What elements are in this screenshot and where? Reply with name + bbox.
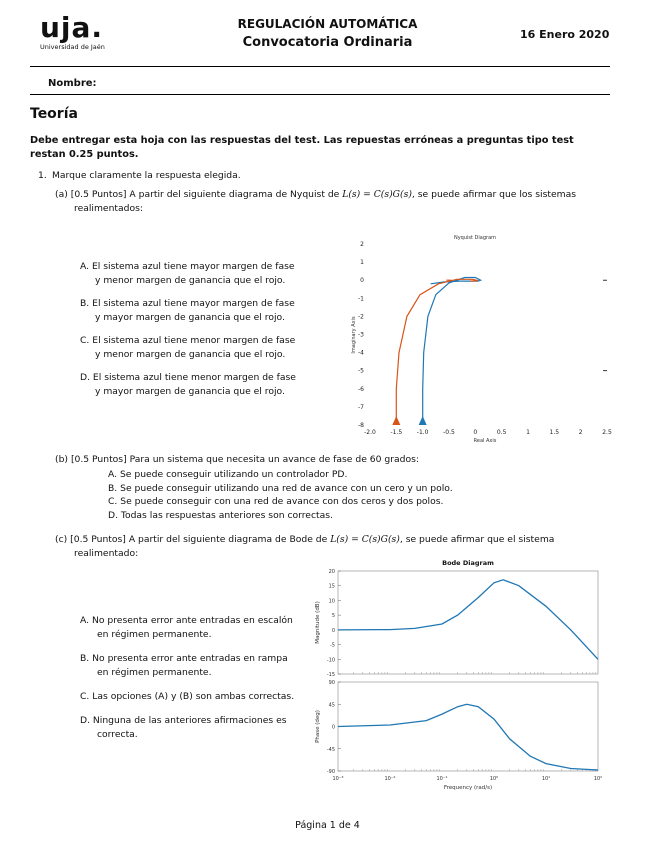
bode-x-tick-label: 10¹ bbox=[541, 776, 551, 782]
q1c-options bbox=[80, 614, 310, 741]
bode-chart bbox=[308, 556, 608, 796]
option-text: El sistema azul tiene menor margen de fase bbox=[92, 335, 296, 346]
q1a-option-a[interactable] bbox=[80, 260, 320, 297]
nyquist-arrow-azul bbox=[419, 416, 427, 425]
option-text: No presenta error ante entradas en escalón bbox=[91, 615, 293, 626]
option-text-line2: en régimen permanente. bbox=[97, 666, 212, 678]
exam-title-block bbox=[200, 17, 455, 50]
q1b-label: (b) bbox=[55, 454, 69, 465]
section-title: Teoría bbox=[30, 106, 78, 122]
bode-phase-y-tick-label: 90 bbox=[328, 680, 335, 686]
bode-magnitude-y-tick-label: 10 bbox=[328, 598, 335, 605]
university-logo bbox=[40, 11, 105, 51]
bode-magnitude-y-tick-label: 15 bbox=[328, 583, 335, 590]
nyquist-y-tick-label: -1 bbox=[358, 295, 364, 303]
q1b-points: [0.5 Puntos] bbox=[70, 454, 127, 465]
option-text: Las opciones (A) y (B) son ambas correctas. bbox=[92, 691, 295, 702]
option-text-line2: y mayor margen de ganancia que el rojo. bbox=[95, 311, 285, 323]
bode-phase-curve bbox=[338, 704, 598, 770]
nyquist-y-tick-label: -4 bbox=[358, 349, 364, 357]
bode-magnitude-y-tick-label: -10 bbox=[326, 657, 335, 664]
bode-phase-y-tick-label: -90 bbox=[326, 769, 335, 775]
option-text-line2: y mayor margen de ganancia que el rojo. bbox=[95, 385, 285, 397]
exam-session: Convocatoria Ordinaria bbox=[242, 35, 413, 50]
bode-title: Bode Diagram bbox=[442, 559, 494, 567]
q1a-text-line2: realimentados: bbox=[74, 203, 143, 214]
q1c-option-d[interactable] bbox=[80, 714, 310, 741]
bode-xlabel: Frequency (rad/s) bbox=[443, 785, 493, 791]
exam-date: 16 Enero 2020 bbox=[520, 28, 610, 41]
nyquist-x-tick-label: -2.0 bbox=[364, 429, 376, 436]
bode-magnitude-y-tick-label: 5 bbox=[331, 613, 335, 620]
q1c-option-a[interactable] bbox=[80, 614, 310, 652]
bode-x-tick-label: 10⁻² bbox=[384, 776, 396, 782]
logo-subtitle: Universidad de Jaén bbox=[40, 43, 105, 51]
name-label: Nombre: bbox=[48, 78, 97, 89]
bode-phase-ylabel: Phase (deg) bbox=[315, 710, 321, 743]
nyquist-x-tick-label: 0 bbox=[473, 429, 478, 436]
nyquist-x-tick-label: 2.5 bbox=[602, 429, 612, 436]
nyquist-x-tick-label: 1 bbox=[526, 429, 530, 436]
header-rule-top bbox=[30, 66, 610, 67]
option-text: Todas las respuestas anteriores son correctas. bbox=[120, 509, 333, 521]
bode-phase-y-tick-label: -45 bbox=[326, 746, 335, 753]
nyquist-y-tick-label: 0 bbox=[360, 277, 364, 285]
bode-phase-y-tick-label: 45 bbox=[328, 702, 335, 709]
question-1-text: Marque claramente la respuesta elegida. bbox=[52, 170, 241, 181]
q1c-label: (c) bbox=[55, 534, 68, 545]
option-text-line2: en régimen permanente. bbox=[97, 628, 212, 640]
option-letter: B. bbox=[80, 653, 90, 664]
option-letter: B. bbox=[108, 482, 118, 494]
nyquist-ylabel: Imaginary Axis bbox=[351, 316, 357, 354]
nyquist-y-tick-label: 2 bbox=[360, 241, 364, 248]
option-letter: D. bbox=[80, 715, 90, 726]
q1a-text-after: , se puede afirmar que los sistemas bbox=[411, 189, 577, 200]
option-letter: C. bbox=[80, 335, 90, 346]
q1b-text: Para un sistema que necesita un avance de fase de 60 grados: bbox=[129, 454, 419, 465]
q1a-options bbox=[80, 260, 320, 408]
option-text: El sistema azul tiene menor margen de fase bbox=[92, 372, 296, 383]
bode-x-tick-label: 10⁰ bbox=[489, 776, 499, 782]
bode-x-tick-label: 10⁻³ bbox=[332, 776, 344, 782]
nyquist-x-tick-label: -1.5 bbox=[390, 429, 403, 436]
option-text: Se puede conseguir con una red de avance con dos ceros y dos polos. bbox=[120, 496, 444, 507]
option-text-line2: y menor margen de ganancia que el rojo. bbox=[95, 348, 286, 360]
q1b-option-b[interactable] bbox=[108, 482, 453, 496]
question-1-number: 1. bbox=[38, 170, 47, 181]
option-letter: C. bbox=[80, 691, 90, 702]
q1b-options bbox=[108, 468, 453, 522]
header-rule-bottom bbox=[30, 94, 610, 95]
bode-magnitude-ylabel: Magnitude (dB) bbox=[315, 601, 321, 644]
q1a-points: [0.5 Puntos] bbox=[70, 189, 127, 200]
q1c-text: A partir del siguiente diagrama de Bode de bbox=[128, 534, 328, 545]
option-text: El sistema azul tiene mayor margen de fase bbox=[91, 261, 295, 272]
nyquist-y-tick-label: -6 bbox=[358, 385, 364, 393]
q1c-text-after: , se puede afirmar que el sistema bbox=[399, 534, 555, 545]
option-text: Ninguna de las anteriores afirmaciones es bbox=[92, 715, 287, 726]
nyquist-y-tick-label: -8 bbox=[358, 422, 364, 429]
nyquist-arrow-rojo bbox=[392, 416, 400, 425]
option-letter: A. bbox=[80, 615, 90, 626]
q1a-option-c[interactable] bbox=[80, 334, 320, 371]
q1a-text: A partir del siguiente diagrama de Nyquist de bbox=[129, 189, 340, 200]
option-letter: D. bbox=[80, 372, 90, 383]
q1c-option-c[interactable] bbox=[80, 690, 310, 714]
nyquist-x-tick-label: 1.5 bbox=[549, 429, 560, 436]
nyquist-chart bbox=[345, 230, 615, 445]
nyquist-y-tick-label: -5 bbox=[358, 367, 364, 375]
bode-phase-frame bbox=[338, 682, 598, 771]
q1a-formula: L(s) = C(s)G(s) bbox=[342, 189, 412, 200]
q1a-option-d[interactable] bbox=[80, 371, 320, 408]
bode-magnitude-curve bbox=[338, 580, 598, 660]
nyquist-y-tick-label: -2 bbox=[358, 313, 364, 321]
nyquist-series-rojo bbox=[396, 279, 478, 425]
course-title: REGULACIÓN AUTOMÁTICA bbox=[237, 17, 418, 31]
logo-mark: ujа. bbox=[40, 11, 104, 44]
nyquist-series-azul bbox=[423, 278, 481, 426]
question-1a bbox=[55, 188, 615, 202]
q1c-formula: L(s) = C(s)G(s) bbox=[330, 534, 400, 545]
nyquist-x-tick-label: 2 bbox=[578, 429, 583, 436]
option-letter: B. bbox=[80, 298, 90, 309]
option-text-line2: correcta. bbox=[97, 728, 138, 740]
page-footer: Página 1 de 4 bbox=[295, 820, 360, 831]
nyquist-title: Nyquist Diagram bbox=[453, 235, 497, 241]
nyquist-y-tick-label: -7 bbox=[358, 403, 364, 411]
question-1b bbox=[55, 453, 419, 467]
option-text: Se puede conseguir utilizando un controlador PD. bbox=[119, 469, 348, 480]
option-text: El sistema azul tiene mayor margen de fase bbox=[92, 298, 295, 309]
nyquist-y-tick-label: 1 bbox=[360, 259, 364, 267]
option-text: No presenta error ante entradas en rampa bbox=[92, 653, 288, 664]
nyquist-x-tick-label: 0.5 bbox=[496, 429, 507, 436]
bode-x-tick-label: 10⁻¹ bbox=[436, 776, 448, 782]
q1a-option-b[interactable] bbox=[80, 297, 320, 334]
bode-magnitude-y-tick-label: -15 bbox=[326, 672, 335, 678]
question-1c bbox=[55, 533, 615, 547]
q1c-option-b[interactable] bbox=[80, 652, 310, 690]
bode-x-tick-label: 10² bbox=[593, 776, 603, 782]
q1b-option-a[interactable] bbox=[108, 468, 453, 482]
nyquist-y-tick-label: -3 bbox=[358, 331, 364, 339]
bode-phase-y-tick-label: 0 bbox=[331, 724, 335, 731]
bode-magnitude-frame bbox=[338, 571, 598, 674]
option-text: Se puede conseguir utilizando una red de avance con un cero y un polo. bbox=[120, 482, 453, 494]
nyquist-xlabel: Real Axis bbox=[473, 438, 497, 444]
q1c-text-line2: realimentado: bbox=[74, 548, 139, 559]
option-letter: D. bbox=[108, 509, 118, 521]
q1c-points: [0.5 Puntos] bbox=[70, 534, 126, 545]
bode-magnitude-y-tick-label: -5 bbox=[330, 642, 335, 649]
nyquist-x-tick-label: -1.0 bbox=[416, 429, 429, 436]
q1a-label: (a) bbox=[55, 189, 68, 200]
instructions: Debe entregar esta hoja con las respuestas del test. Las repuestas erróneas a preguntas tipo test restan 0.25 puntos. bbox=[30, 135, 574, 160]
bode-magnitude-y-tick-label: 0 bbox=[331, 627, 335, 634]
option-text-line2: y menor margen de ganancia que el rojo. bbox=[95, 274, 286, 286]
nyquist-x-tick-label: -0.5 bbox=[443, 429, 455, 436]
q1b-option-c[interactable] bbox=[108, 495, 453, 509]
option-letter: A. bbox=[80, 261, 90, 272]
option-letter: C. bbox=[108, 496, 118, 507]
bode-magnitude-y-tick-label: 20 bbox=[328, 569, 335, 575]
q1b-option-d[interactable] bbox=[108, 509, 453, 523]
option-letter: A. bbox=[108, 469, 118, 480]
